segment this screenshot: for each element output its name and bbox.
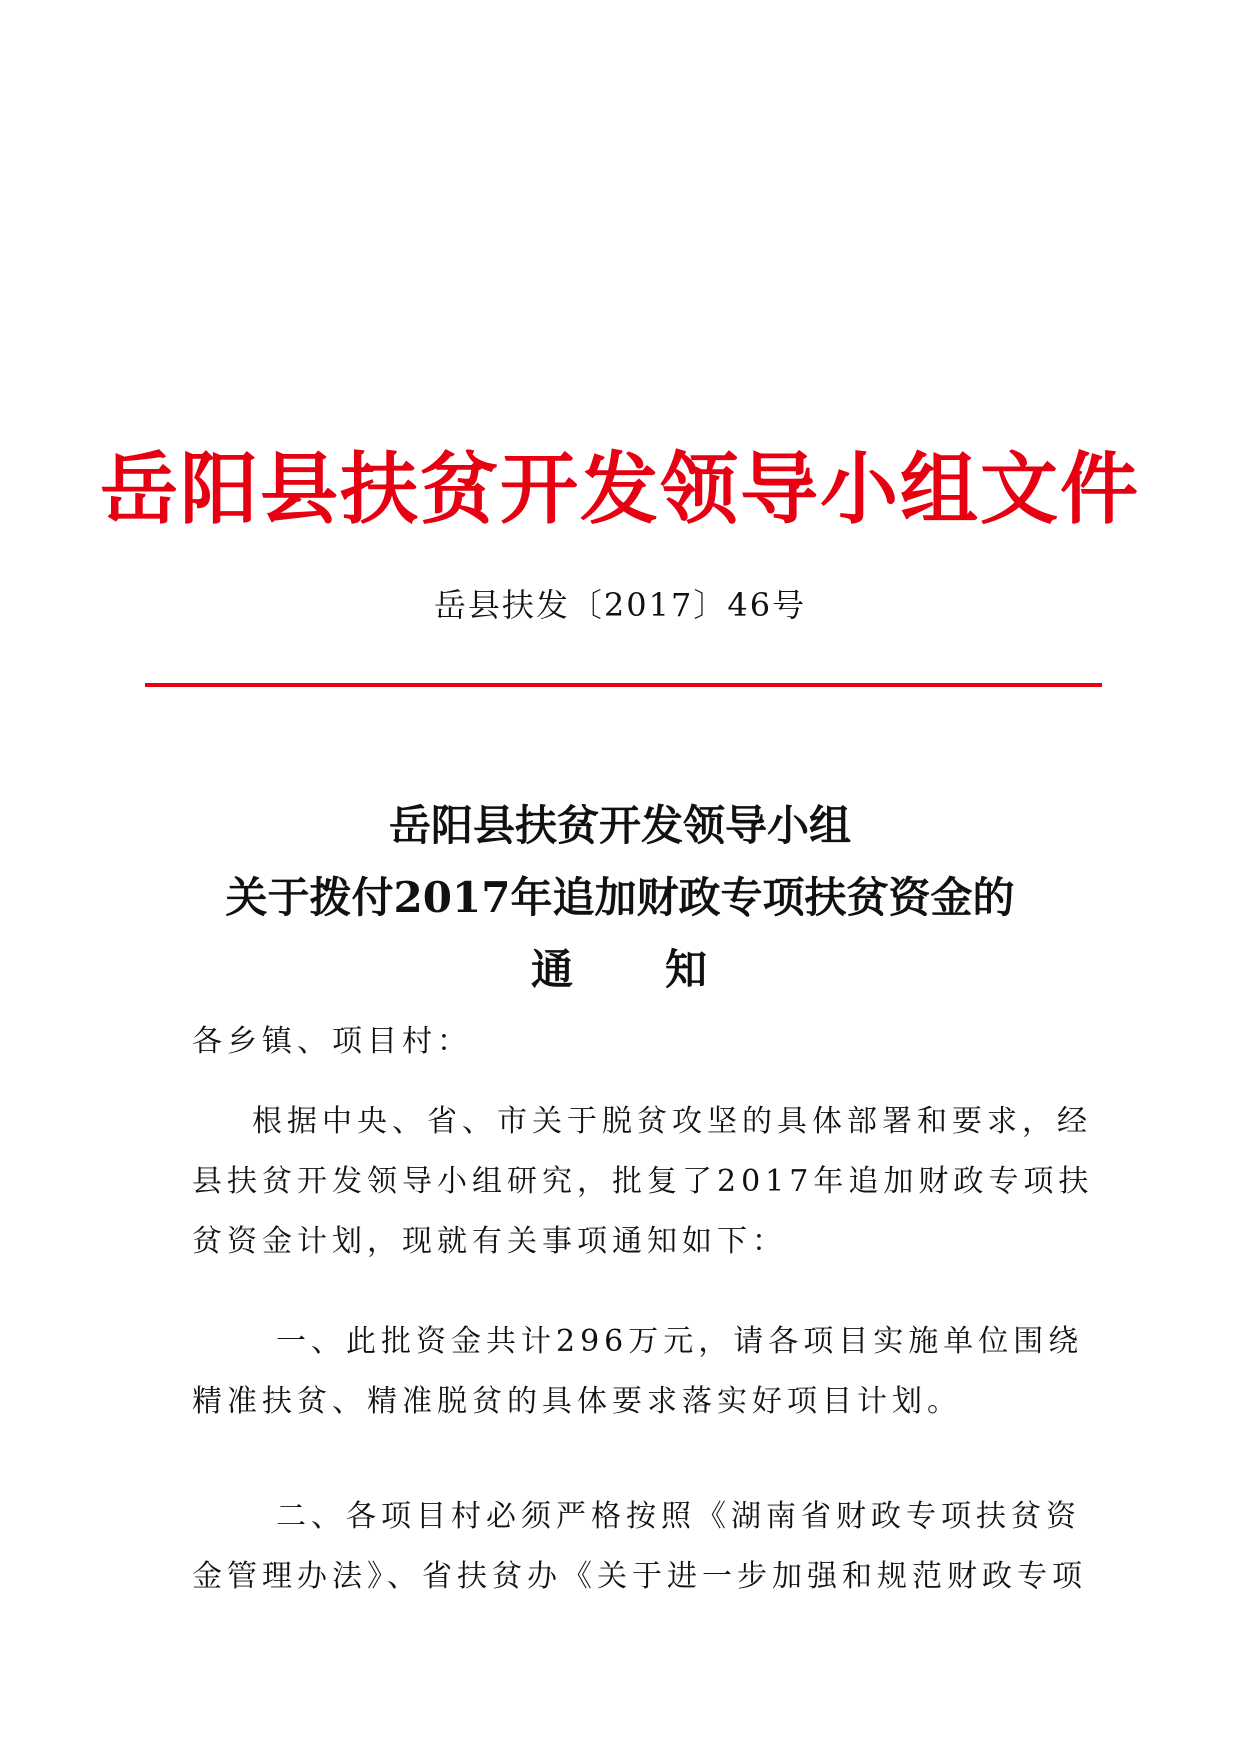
paragraph-line: 县扶贫开发领导小组研究，批复了2017年追加财政专项扶 [192,1164,1094,1199]
salutation: 各乡镇、项目村： [192,1024,472,1059]
paragraph-line: 精准扶贫、精准脱贫的具体要求落实好项目计划。 [192,1384,962,1419]
paragraph-line: 贫资金计划，现就有关事项通知如下： [192,1224,787,1259]
document-number: 岳县扶发〔2017〕46号 [433,586,807,624]
paragraph-intro [192,1092,1094,1272]
title-char-zhi: 知 [665,945,710,994]
title-line-1: 岳阳县扶贫开发领导小组 [388,801,851,850]
title-line-3 [0,934,1240,1006]
masthead-title: 岳阳县扶贫开发领导小组文件 [99,444,1140,535]
title-line-2: 关于拨付2017年追加财政专项扶贫资金的 [225,873,1015,922]
paragraph-line: 二、各项目村必须严格按照《湖南省财政专项扶贫资 [276,1499,1081,1534]
red-divider-line [145,683,1102,687]
paragraph-line: 根据中央、省、市关于脱贫攻坚的具体部署和要求，经 [252,1104,1092,1139]
title-char-tong: 通 [530,945,575,994]
notice-title [0,790,1240,1006]
paragraph-line: 金管理办法》、省扶贫办《关于进一步加强和规范财政专项 [192,1559,1087,1594]
paragraph-line: 一、此批资金共计296万元，请各项目实施单位围绕 [276,1324,1084,1359]
paragraph-item-1 [192,1312,1084,1432]
paragraph-item-2 [192,1487,1087,1607]
